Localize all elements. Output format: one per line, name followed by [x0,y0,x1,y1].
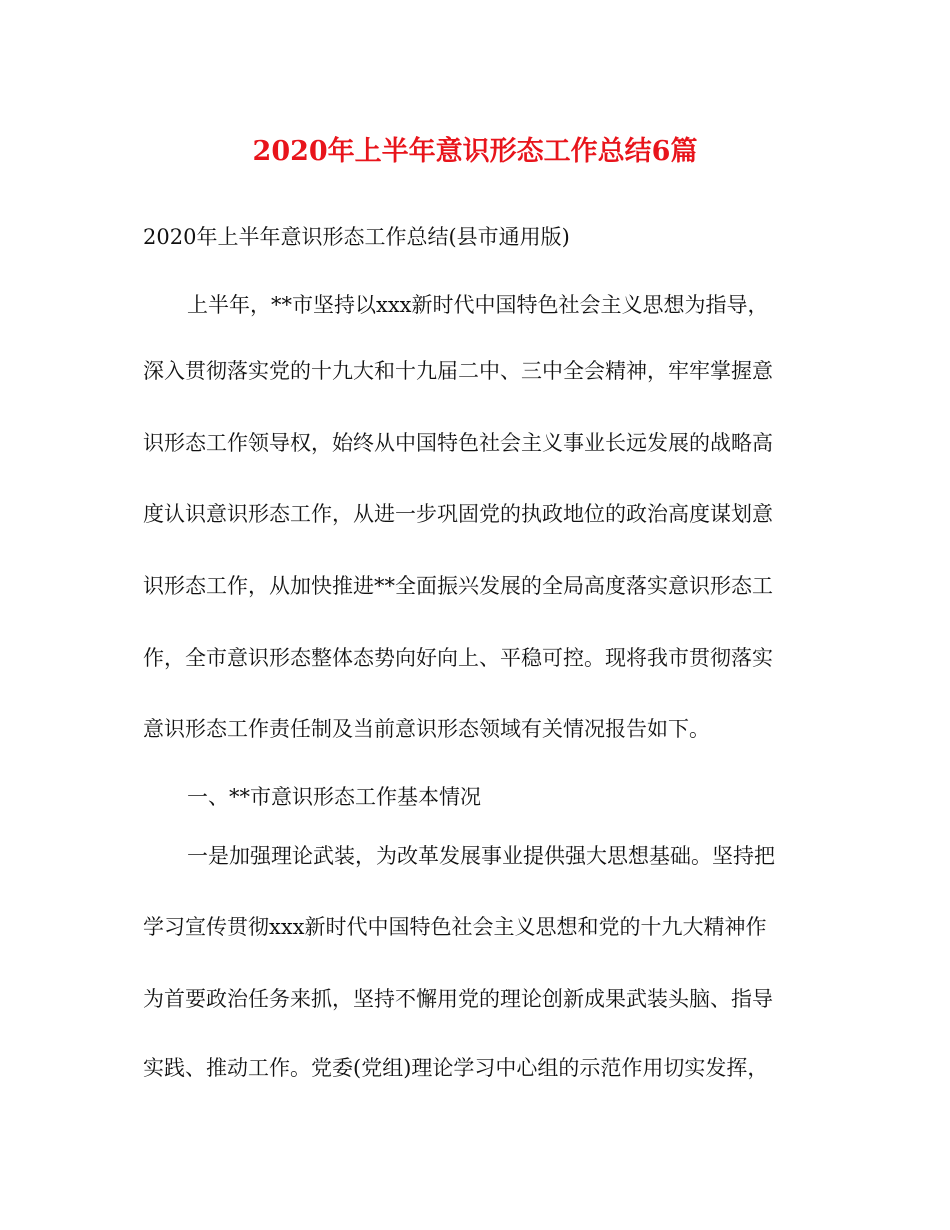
paragraph-line-9: 一是加强理论武装，为改革发展事业提供强大思想基础。坚持把 [187,844,775,868]
paragraph-line-6: 作，全市意识形态整体态势向好向上、平稳可控。现将我市贯彻落实 [143,646,773,670]
paragraph-line-7: 意识形态工作责任制及当前意识形态领域有关情况报告如下。 [143,717,710,741]
paragraph-line-12: 实践、推动工作。党委(党组)理论学习中心组的示范作用切实发挥， [143,1056,769,1080]
paragraph-line-10: 学习宣传贯彻xxx新时代中国特色社会主义思想和党的十九大精神作 [143,915,767,939]
paragraph-line-1: 上半年，**市坚持以xxx新时代中国特色社会主义思想为指导， [187,293,769,317]
section-heading: 一、**市意识形态工作基本情况 [187,785,481,809]
paragraph-line-5: 识形态工作，从加快推进**全面振兴发展的全局高度落实意识形态工 [143,574,773,598]
paragraph-line-4: 度认识意识形态工作，从进一步巩固党的执政地位的政治高度谋划意 [143,502,773,526]
paragraph-line-2: 深入贯彻落实党的十九大和十九届二中、三中全会精神，牢牢掌握意 [143,359,773,383]
paragraph-line-11: 为首要政治任务来抓，坚持不懈用党的理论创新成果武装头脑、指导 [143,987,773,1011]
document-title: 2020年上半年意识形态工作总结6篇 [252,136,698,167]
document-subtitle: 2020年上半年意识形态工作总结(县市通用版) [143,225,570,249]
paragraph-line-3: 识形态工作领导权，始终从中国特色社会主义事业长远发展的战略高 [143,431,773,455]
